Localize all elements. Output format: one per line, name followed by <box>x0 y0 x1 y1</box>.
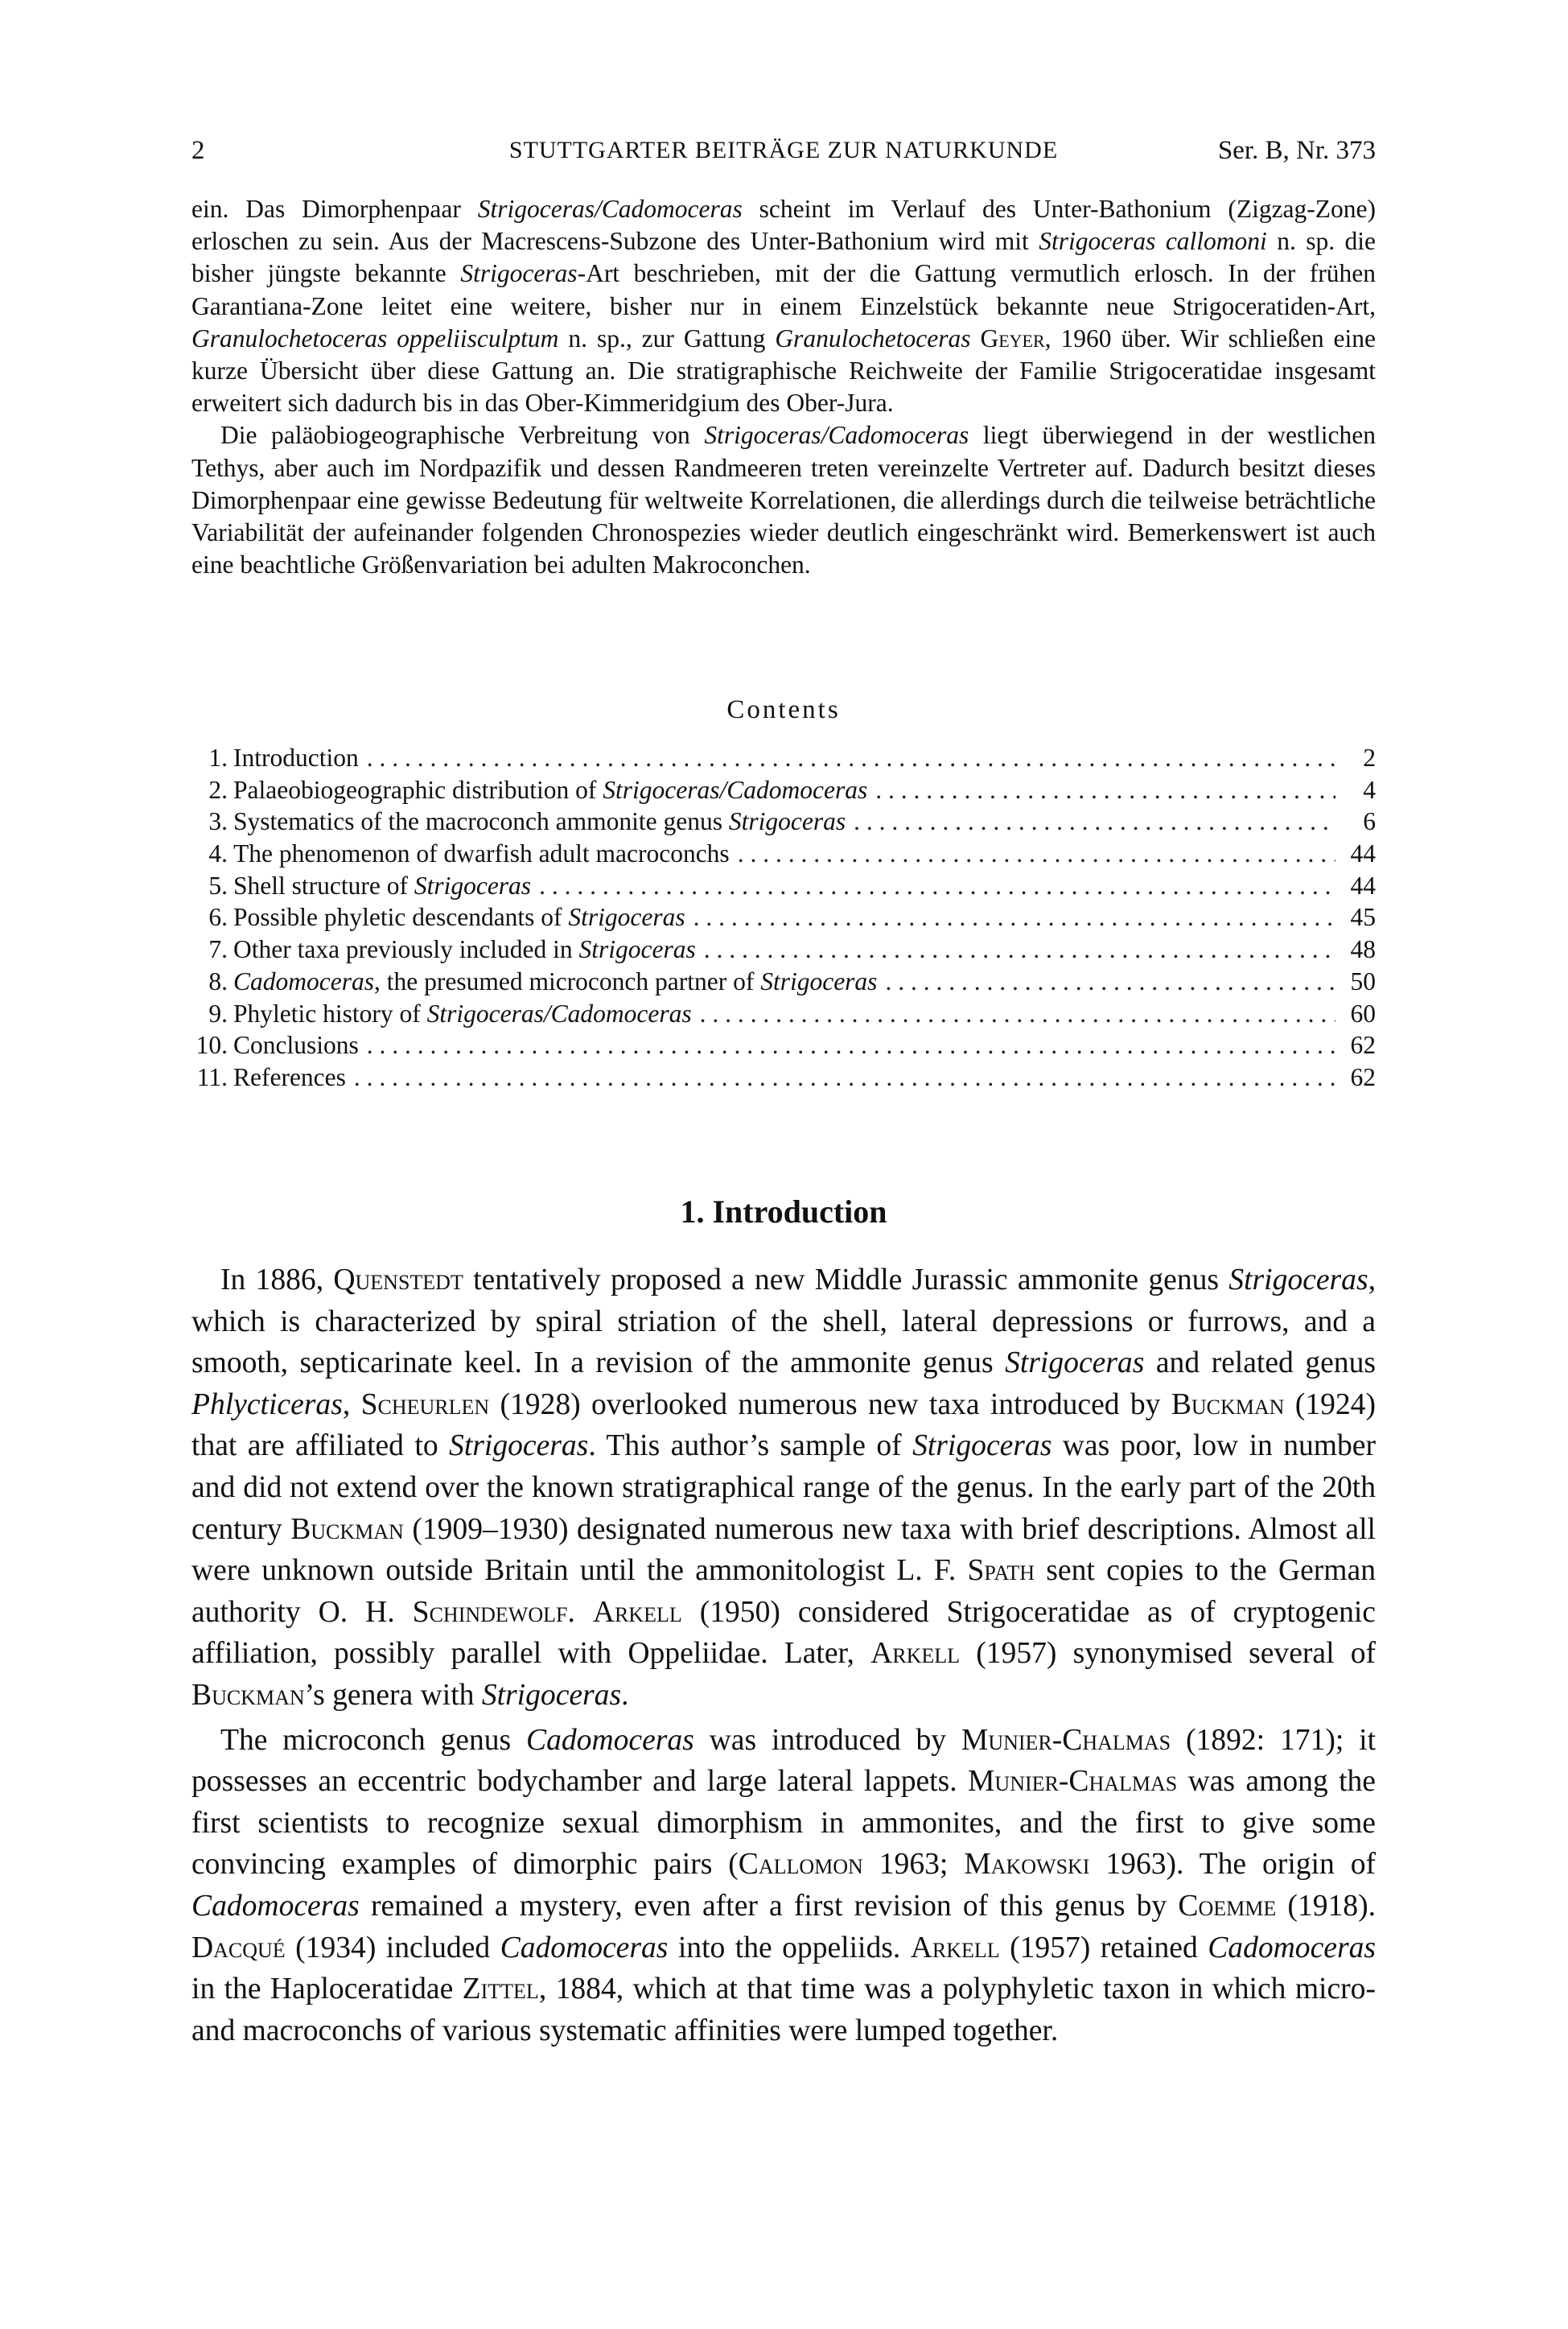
text-run: (1924) that are affiliated to <box>191 1387 1376 1463</box>
text-run: Phyletic history of <box>233 999 427 1028</box>
toc-entry-page: 45 <box>1350 903 1376 932</box>
author-name: Munier-Chalmas <box>961 1723 1171 1757</box>
toc-leader-dots <box>885 966 1335 998</box>
toc-entry-number: 11. <box>196 1062 228 1091</box>
text-run: remained a mystery, even after a first revision of this genus by <box>359 1889 1179 1923</box>
author-name: Coemme <box>1178 1889 1277 1923</box>
abstract-paragraph-1 <box>191 193 1376 419</box>
toc-entry[interactable] <box>191 901 1376 934</box>
text-run: -Art beschrieben, mit der die Gattung vermutlich erlosch. In der frühen Garantiana-Zone leitet eine weitere, bisher nur in einem Einzelstück bekannte neue Strigoceratiden-Art, <box>191 259 1376 320</box>
abstract <box>191 193 1376 581</box>
toc-entry-title <box>228 870 531 902</box>
toc-leader-dots <box>354 1061 1335 1094</box>
text-run: n. sp. die bisher jüngste bekannte <box>191 227 1376 288</box>
text-run: The microconch genus <box>220 1723 527 1757</box>
toc-entry-title <box>228 806 846 838</box>
text-run: Other taxa previously included in <box>233 935 579 964</box>
text-run: in the Haploceratidae <box>191 1972 463 2006</box>
text-run: . This author’s sample of <box>588 1429 913 1463</box>
text-run: (1950) considered Strigoceratidae as of cryptogenic affiliation, possibly parallel with Oppeliidae. Later, <box>191 1595 1376 1671</box>
text-run: , the presumed microconch partner of <box>374 967 761 995</box>
contents-heading: Contents <box>726 695 841 724</box>
toc-entry-title <box>228 1029 359 1061</box>
toc-leader-dots <box>367 742 1335 774</box>
toc-entry-title <box>228 998 692 1030</box>
toc-entry-number: 5. <box>208 871 228 900</box>
text-run: and related genus <box>1144 1346 1376 1380</box>
toc-entry-number: 2. <box>208 775 228 804</box>
text-run: sent copies to the German authority O. H. <box>191 1554 1377 1629</box>
text-run: Systematics of the macroconch ammonite genus <box>233 807 729 836</box>
toc-entry-page: 50 <box>1350 967 1376 995</box>
text-run: (1957) retained <box>999 1931 1208 1964</box>
toc-entry-title <box>228 742 359 774</box>
toc-entry-page: 60 <box>1350 999 1376 1028</box>
toc-entry[interactable] <box>191 934 1376 966</box>
italic-term: Cadomoceras <box>526 1723 694 1757</box>
toc-entry-page: 44 <box>1350 871 1376 900</box>
author-name: Makowski <box>964 1848 1090 1882</box>
toc-entry-page: 48 <box>1350 935 1376 964</box>
text-run: , 1960 über. Wir schließen eine kurze Übersicht über diese Gattung an. Die stratigraphische Reichweite der Familie Strigoceratidae insgesamt erweitert sich dadurch bis in das Ober-Kimmeridgium des Ober-Jura. <box>191 324 1377 418</box>
text-run: was poor, low in number and did not extend over the known stratigraphical range of the genus. In the early part of the 20th century <box>191 1429 1376 1546</box>
italic-term: Cadomoceras <box>1208 1931 1376 1964</box>
toc-entry[interactable] <box>191 998 1376 1030</box>
toc-entry-page: 2 <box>1363 744 1376 772</box>
body-text <box>191 1259 1376 2051</box>
author-name: Buckman <box>290 1512 404 1546</box>
text-run: , 1884, which at that time was a polyphyletic taxon in which micro- and macroconchs of various systematic affinities were lumped together. <box>191 1972 1376 2047</box>
text-run: was among the first scientists to recognize sexual dimorphism in ammonites, and the first to give some convincing examples of dimorphic pairs ( <box>191 1765 1376 1882</box>
italic-term: Strigoceras <box>460 259 578 288</box>
author-name: Buckman <box>191 1678 305 1712</box>
toc-entry-page: 44 <box>1350 839 1376 868</box>
italic-term: Strigoceras <box>568 903 685 932</box>
text-run: Conclusions <box>233 1031 359 1060</box>
toc-leader-dots <box>704 934 1335 966</box>
toc-entry-title <box>228 774 867 806</box>
toc-entry[interactable] <box>191 1029 1376 1061</box>
toc-entry-number: 3. <box>208 807 228 836</box>
toc-entry[interactable] <box>191 966 1376 998</box>
text-run: 1963; <box>862 1848 965 1882</box>
text-run <box>971 324 981 352</box>
toc-entry-number: 4. <box>208 839 228 868</box>
toc-entry[interactable] <box>191 838 1376 870</box>
italic-term: Strigoceras callomoni <box>1039 227 1267 256</box>
table-of-contents <box>191 742 1376 1094</box>
text-run: (1892: 171); it possesses an eccentric bodychamber and large lateral lappets. <box>191 1723 1377 1799</box>
author-name: Scheurlen <box>360 1387 490 1421</box>
author-name: Spath <box>967 1554 1035 1588</box>
text-run: ein. Das Dimorphenpaar <box>191 195 478 223</box>
toc-leader-dots <box>700 998 1335 1030</box>
italic-term: Strigoceras <box>1228 1263 1368 1296</box>
italic-term: Cadomoceras <box>233 967 374 995</box>
author-name: Arkell <box>910 1931 1000 1964</box>
body-paragraph-1 <box>191 1259 1376 1717</box>
abstract-paragraph-2 <box>191 419 1376 581</box>
text-run: into the oppeliids. <box>668 1931 911 1964</box>
text-run: Palaeobiogeographic distribution of <box>233 775 603 804</box>
text-run: scheint im Verlauf des Unter-Bathonium (Zigzag-Zone) erloschen zu sein. Aus der Macrescens-Subzone des Unter-Bathonium wird mit <box>191 195 1376 256</box>
italic-term: Strigoceras <box>481 1678 622 1712</box>
toc-leader-dots <box>539 870 1335 902</box>
italic-term: Strigoceras/Cadomoceras <box>704 421 969 450</box>
text-run: Introduction <box>233 744 359 772</box>
text-run: 1963). The origin of <box>1089 1848 1376 1882</box>
author-name: Quenstedt <box>333 1263 463 1296</box>
toc-entry[interactable] <box>191 774 1376 806</box>
italic-term: Strigoceras <box>912 1429 1052 1463</box>
text-run: (1928) overlooked numerous new taxa introduced by <box>489 1387 1171 1421</box>
toc-entry[interactable] <box>191 870 1376 902</box>
toc-entry-number: 9. <box>208 999 228 1028</box>
toc-leader-dots <box>738 838 1335 870</box>
toc-entry-title <box>228 934 696 966</box>
italic-term: Strigoceras <box>414 871 532 900</box>
italic-term: Strigoceras/Cadomoceras <box>603 775 868 804</box>
text-run: Die paläobiogeographische Verbreitung von <box>220 421 705 450</box>
text-run: , <box>342 1387 361 1421</box>
text-run: (1957) synonymised several of <box>960 1637 1376 1671</box>
toc-entry-title <box>228 966 877 998</box>
author-name: Zittel <box>462 1972 539 2006</box>
italic-term: Strigoceras <box>760 967 878 995</box>
section-heading: 1. Introduction <box>680 1193 887 1230</box>
text-run: . <box>567 1595 593 1629</box>
series-number: Ser. B, Nr. 373 <box>1217 136 1376 165</box>
text-run: (1909–1930) designated numerous new taxa with brief descriptions. Almost all were unknown outside Britain until the ammonitologist L. F. <box>191 1512 1376 1588</box>
toc-entry[interactable] <box>191 1061 1376 1094</box>
text-run: was introduced by <box>693 1723 961 1757</box>
italic-term: Cadomoceras <box>191 1889 360 1923</box>
italic-term: Strigoceras/Cadomoceras <box>426 999 692 1028</box>
text-run: ’s genera with <box>304 1678 482 1712</box>
toc-entry-title <box>228 838 730 870</box>
text-run: Shell structure of <box>233 871 414 900</box>
toc-leader-dots <box>854 806 1335 838</box>
page-number: 2 <box>191 136 205 165</box>
toc-entry-title <box>228 1061 346 1094</box>
toc-entry-number: 1. <box>208 744 228 772</box>
italic-term: Phlycticeras <box>191 1387 343 1421</box>
text-run: (1934) included <box>285 1931 500 1964</box>
italic-term: Strigoceras <box>449 1429 589 1463</box>
text-run: In 1886, <box>220 1263 334 1296</box>
toc-entry-number: 7. <box>208 935 228 964</box>
toc-leader-dots <box>875 774 1335 806</box>
author-name: Geyer <box>980 324 1045 352</box>
text-run: The phenomenon of dwarfish adult macroconchs <box>233 839 730 868</box>
toc-leader-dots <box>367 1029 1335 1061</box>
toc-entry-number: 8. <box>208 967 228 995</box>
toc-entry-number: 10. <box>195 1031 228 1060</box>
text-run: (1918). <box>1276 1889 1376 1923</box>
text-run: liegt überwiegend in der westlichen Tethys, aber auch im Nordpazifik und dessen Randmeeren treten vereinzelte Vertreter auf. Dadurch besitzt dieses Dimorphenpaar eine gewisse Bedeutung für weltweite Korrelationen, die allerdings durch die teilweise beträchtliche Variabilität der aufeinander folgenden Chronospezies wieder deutlich eingeschränkt wird. Bemerkenswert ist auch eine beachtliche Größenvariation bei adulten Makroconchen. <box>191 421 1376 579</box>
toc-entry-number: 6. <box>208 903 228 932</box>
italic-term: Granulochetoceras <box>775 324 971 352</box>
author-name: Buckman <box>1171 1387 1285 1421</box>
body-paragraph-2 <box>191 1720 1376 2052</box>
text-run: , which is characterized by spiral striation of the shell, lateral depressions or furrows, and a smooth, septicarinate keel. In a revision of the ammonite genus <box>191 1263 1376 1380</box>
text-run: References <box>233 1062 346 1091</box>
toc-entry-page: 4 <box>1363 775 1376 804</box>
toc-entry[interactable] <box>191 806 1376 838</box>
toc-entry-title <box>228 901 685 934</box>
author-name: Arkell <box>592 1595 682 1629</box>
italic-term: Strigoceras <box>728 807 846 836</box>
toc-leader-dots <box>693 901 1335 934</box>
text-run: . <box>621 1678 629 1712</box>
author-name: Munier-Chalmas <box>968 1765 1178 1799</box>
italic-term: Cadomoceras <box>500 1931 669 1964</box>
toc-entry[interactable] <box>191 742 1376 774</box>
journal-title: STUTTGARTER BEITRÄGE ZUR NATURKUNDE <box>508 137 1059 163</box>
running-head <box>191 132 1376 169</box>
toc-entry-page: 62 <box>1350 1031 1376 1060</box>
text-run: Possible phyletic descendants of <box>233 903 569 932</box>
text-run: tentatively proposed a new Middle Jurassic ammonite genus <box>463 1263 1229 1296</box>
toc-entry-page: 6 <box>1363 807 1376 836</box>
author-name: Arkell <box>870 1637 961 1671</box>
author-name: Schindewolf <box>412 1595 568 1629</box>
italic-term: Strigoceras <box>578 935 696 964</box>
italic-term: Strigoceras/Cadomoceras <box>477 195 743 223</box>
text-run: n. sp., zur Gattung <box>558 324 776 352</box>
italic-term: Strigoceras <box>1005 1346 1145 1380</box>
toc-entry-page: 62 <box>1350 1062 1376 1091</box>
italic-term: Granulochetoceras oppeliisculptum <box>191 324 559 352</box>
author-name: Callomon <box>738 1848 863 1882</box>
author-name: Dacqué <box>191 1931 286 1964</box>
